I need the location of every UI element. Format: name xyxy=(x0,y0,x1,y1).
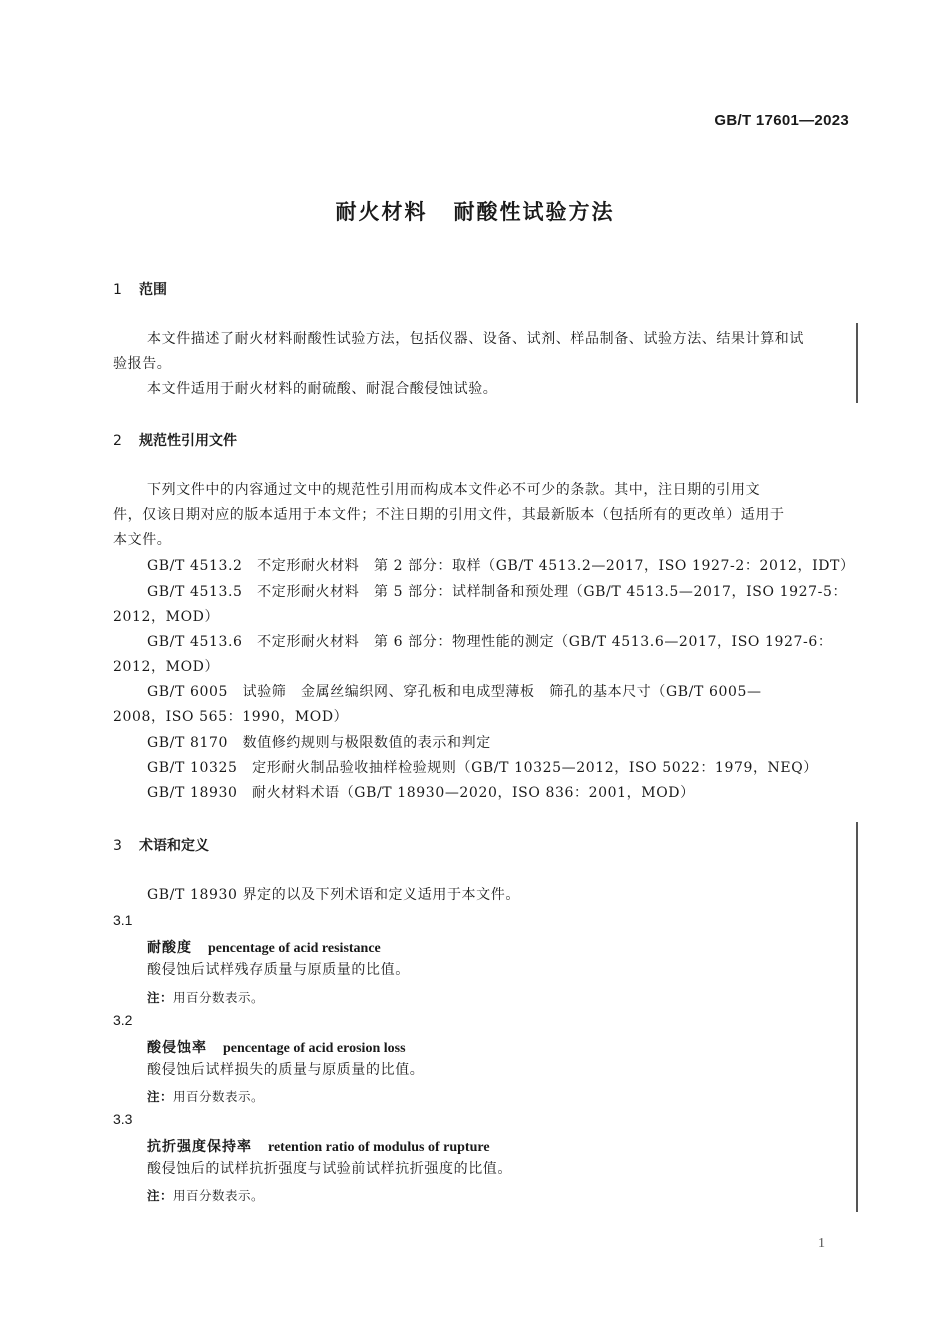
section-number: 3 xyxy=(113,838,122,854)
s1-paragraph-line: 本文件描述了耐火材料耐酸性试验方法，包括仪器、设备、试剂、样品制备、试验方法、结果计算和试 xyxy=(147,331,804,347)
s2-paragraph-line: 下列文件中的内容通过文中的规范性引用而构成本文件必不可少的条款。其中，注日期的引用文 xyxy=(147,482,761,498)
term-heading xyxy=(147,1037,406,1057)
note-label: 注： xyxy=(147,1188,174,1203)
term-definition: 酸侵蚀后试样损失的质量与原质量的比值。 xyxy=(147,1062,425,1078)
reference-entry-continued: 2008，ISO 565：1990，MOD） xyxy=(113,709,349,725)
note-text: 用百分数表示。 xyxy=(173,1089,265,1104)
term-zh: 酸侵蚀率 xyxy=(147,1040,207,1056)
title-part-1: 耐火材料 xyxy=(335,200,428,224)
section-title: 规范性引用文件 xyxy=(139,433,237,449)
term-definition: 酸侵蚀后的试样抗折强度与试验前试样抗折强度的比值。 xyxy=(147,1161,512,1177)
term-heading xyxy=(147,1136,490,1156)
reference-entry: GB/T 6005 试验筛 金属丝编织网、穿孔板和电成型薄板 筛孔的基本尺寸（GB/T 6005— xyxy=(147,684,762,700)
document-title xyxy=(0,196,950,226)
section-number: 2 xyxy=(113,433,122,449)
note-label: 注： xyxy=(147,990,174,1005)
section-title: 术语和定义 xyxy=(139,838,209,854)
s3-intro: GB/T 18930 界定的以及下列术语和定义适用于本文件。 xyxy=(147,887,520,903)
term-zh: 耐酸度 xyxy=(147,940,192,956)
section-title: 范围 xyxy=(139,282,167,298)
reference-entry: GB/T 4513.6 不定形耐火材料 第 6 部分：物理性能的测定（GB/T 4513.6—2017，ISO 1927-6： xyxy=(147,634,833,650)
page-number: 1 xyxy=(818,1236,825,1251)
term-zh: 抗折强度保持率 xyxy=(147,1139,252,1155)
change-bar xyxy=(856,822,858,1212)
section-number: 1 xyxy=(113,282,122,298)
s1-paragraph: 本文件适用于耐火材料的耐硫酸、耐混合酸侵蚀试验。 xyxy=(147,381,498,397)
term-note xyxy=(147,1087,264,1105)
standard-number: GB/T 17601—2023 xyxy=(714,112,849,129)
term-en: pencentage of acid erosion loss xyxy=(223,1041,406,1056)
reference-entry-continued: 2012，MOD） xyxy=(113,659,220,675)
reference-entry: GB/T 8170 数值修约规则与极限数值的表示和判定 xyxy=(147,735,491,751)
change-bar xyxy=(856,323,858,403)
s2-paragraph-line: 件，仅该日期对应的版本适用于本文件；不注日期的引用文件，其最新版本（包括所有的更改单）适用于 xyxy=(113,507,785,523)
reference-entry: GB/T 18930 耐火材料术语（GB/T 18930—2020，ISO 836：2001，MOD） xyxy=(147,785,695,801)
reference-entry: GB/T 10325 定形耐火制品验收抽样检验规则（GB/T 10325—2012，ISO 5022：1979，NEQ） xyxy=(147,760,818,776)
section-1-heading xyxy=(113,279,167,299)
term-note xyxy=(147,988,264,1006)
term-heading xyxy=(147,937,381,957)
section-2-heading xyxy=(113,430,237,450)
reference-entry-continued: 2012，MOD） xyxy=(113,609,220,625)
s1-paragraph-line: 验报告。 xyxy=(113,356,172,372)
note-text: 用百分数表示。 xyxy=(173,990,265,1005)
s2-paragraph-line: 本文件。 xyxy=(113,532,172,548)
term-en: pencentage of acid resistance xyxy=(208,941,381,956)
term-en: retention ratio of modulus of rupture xyxy=(268,1140,490,1155)
term-note xyxy=(147,1186,264,1204)
reference-entry: GB/T 4513.2 不定形耐火材料 第 2 部分：取样（GB/T 4513.2—2017，ISO 1927-2：2012，IDT） xyxy=(147,558,855,574)
reference-entry: GB/T 4513.5 不定形耐火材料 第 5 部分：试样制备和预处理（GB/T 4513.5—2017，ISO 1927-5： xyxy=(147,584,848,600)
term-number: 3.3 xyxy=(113,1111,133,1127)
term-number: 3.2 xyxy=(113,1012,133,1028)
note-label: 注： xyxy=(147,1089,174,1104)
section-3-heading xyxy=(113,835,209,855)
term-number: 3.1 xyxy=(113,912,133,928)
note-text: 用百分数表示。 xyxy=(173,1188,265,1203)
title-part-2: 耐酸性试验方法 xyxy=(453,200,615,224)
term-definition: 酸侵蚀后试样残存质量与原质量的比值。 xyxy=(147,962,410,978)
